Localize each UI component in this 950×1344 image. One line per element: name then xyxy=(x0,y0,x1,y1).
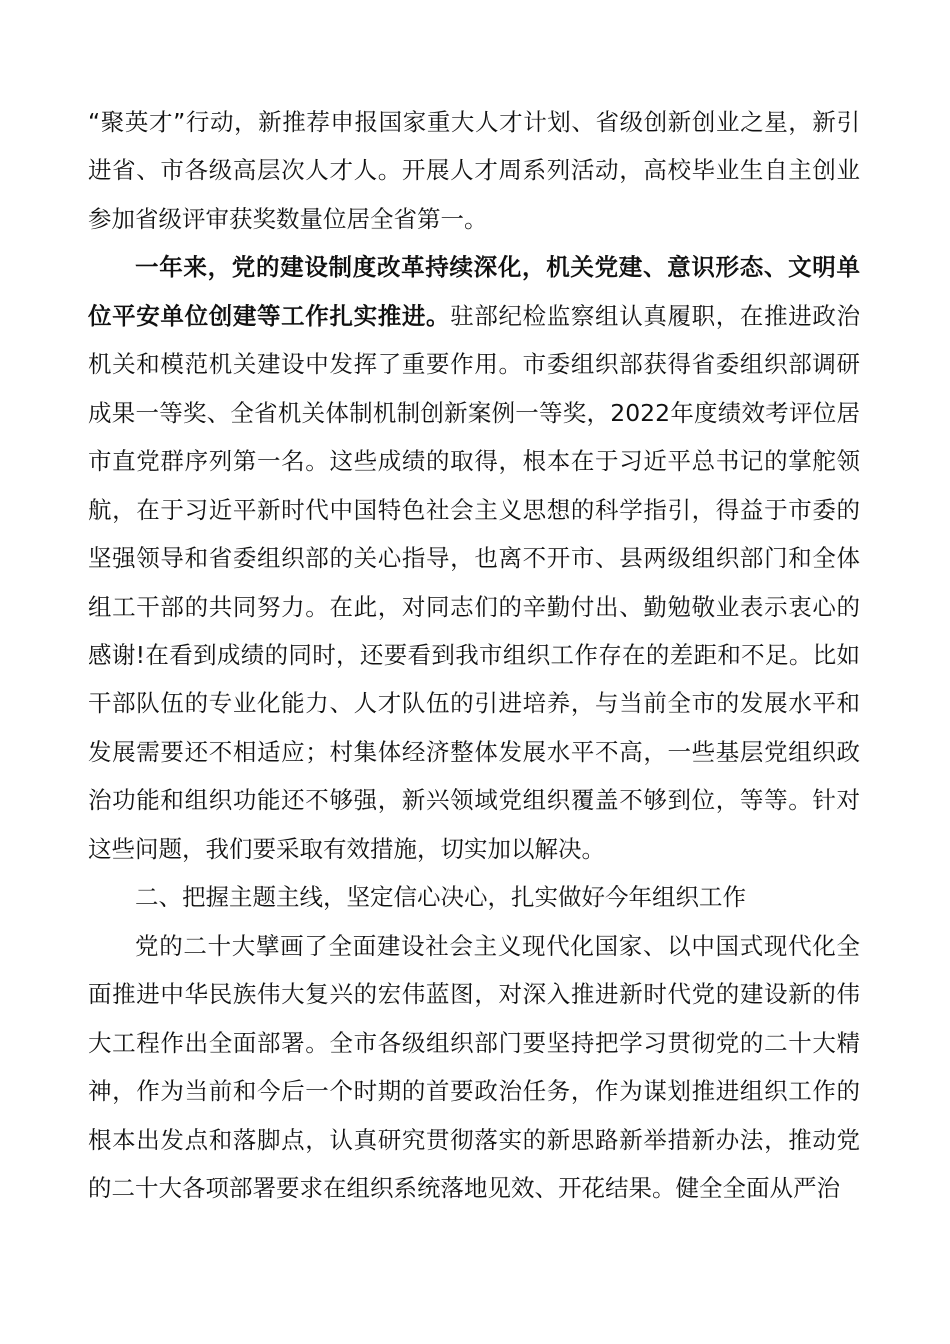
paragraph-twentieth-congress: 党的二十大擘画了全面建设社会主义现代化国家、以中国式现代化全面推进中华民族伟大复兴的宏伟蓝图，对深入推进新时代党的建设新的伟大工程作出全面部署。全市各级组织部门要坚持把学习贯彻党的二十大精神，作为当前和今后一个时期的首要政治任务，作为谋划推进组织工作的根本出发点和落脚点，认真研究贯彻落实的新思路新举措新办法，推动党的二十大各项部署要求在组织系统落地见效、开花结果。健全全面从严治 xyxy=(88,931,860,1202)
paragraph-party-building xyxy=(88,243,860,873)
document-body xyxy=(88,98,860,1212)
paragraph-body-text: 驻部纪检监察组认真履职，在推进政治机关和模范机关建设中发挥了重要作用。市委组织部获得省委组织部调研成果一等奖、全省机关体制机制创新案例一等奖，2022年度绩效考评位居市直党群序列第一名。这些成绩的取得，根本在于习近平总书记的掌舵领航，在于习近平新时代中国特色社会主义思想的科学指引，得益于市委的坚强领导和省委组织部的关心指导，也离不开市、县两级组织部门和全体组工干部的共同努力。在此，对同志们的辛勤付出、勤勉敬业表示衷心的感谢!在看到成绩的同时，还要看到我市组织工作存在的差距和不足。比如干部队伍的专业化能力、人才队伍的引进培养，与当前全市的发展水平和发展需要还不相适应；村集体经济整体发展水平不高，一些基层党组织政治功能和组织功能还不够强，新兴领域党组织覆盖不够到位，等等。针对这些问题，我们要采取有效措施，切实加以解决。 xyxy=(88,301,861,863)
section-heading-two: 二、把握主题主线，坚定信心决心，扎实做好今年组织工作 xyxy=(135,883,746,912)
paragraph-lead-sentence: 一年来，党的建设制度改革持续深化，机关党建、意识形态、文明单位平安单位创建等工作扎实推进。 xyxy=(88,253,860,330)
paragraph-talent-recruitment: “聚英才”行动，新推荐申报国家重大人才计划、省级创新创业之星，新引进省、市各级高层次人才人。开展人才周系列活动，高校毕业生自主创业参加省级评审获奖数量位居全省第一。 xyxy=(88,108,860,233)
